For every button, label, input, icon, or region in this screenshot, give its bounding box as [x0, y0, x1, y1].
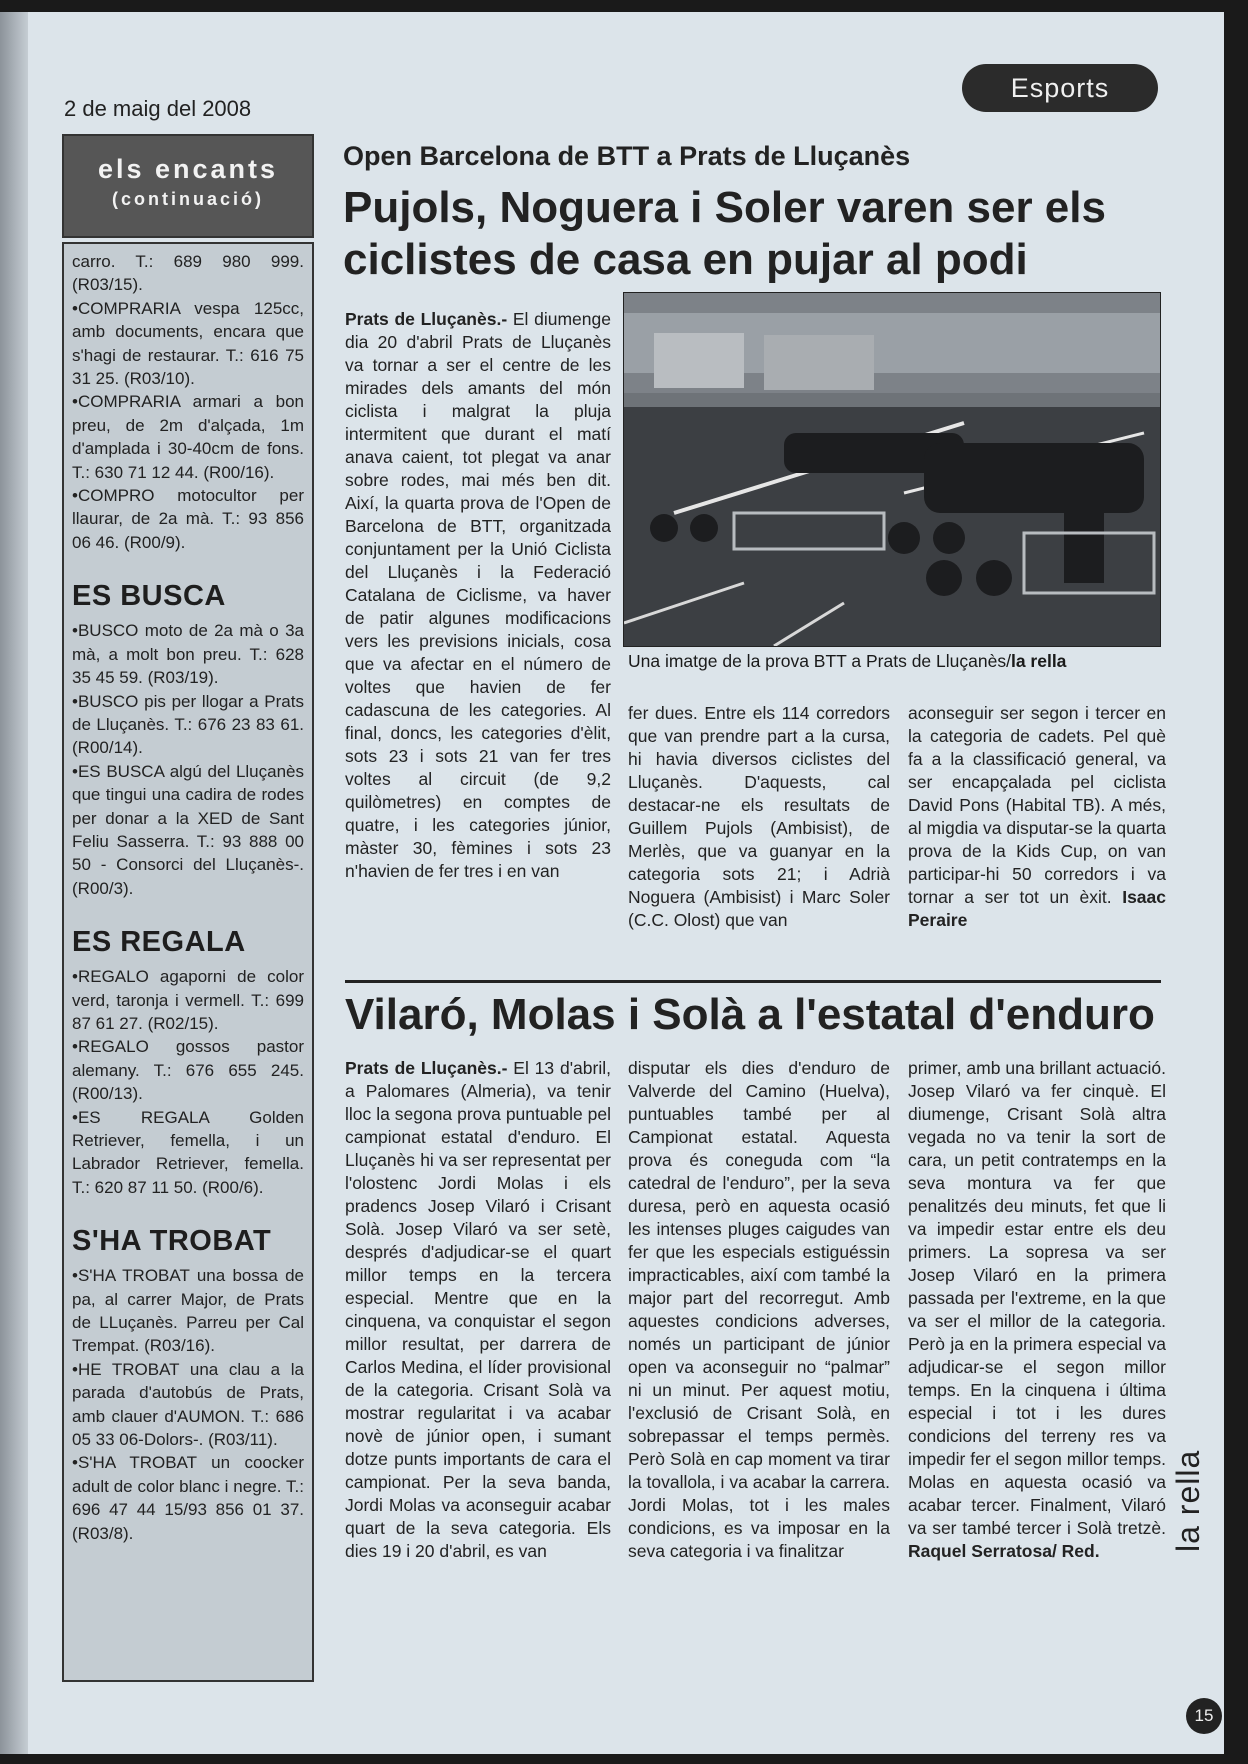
newspaper-page [28, 12, 1224, 1754]
article2-text-1: El 13 d'abril, a Palomares (Almeria), va tenir lloc la segona prova puntuable pel campionat estatal d'enduro. El Lluçanès hi va ser representat per l'olostenc Jordi Molas i els pradencs Josep Vilaró i Crisant Solà. Josep Vilaró va ser setè, després d'adjudicar-se el quart millor temps en la tercera especial. Mentre que en la cinquena, va conquistar el segon millor resultat, per darrera de Carlos Medina, el líder provisional de la categoria. Crisant Solà va mostrar regularitat i va acabar novè de júnior open, i sumant dotze punts importants de cara el campionat. Per la seva banda, Jordi Molas va aconseguir acabar quart de la seva categoria. Els dies 19 i 20 d'abril, es van [345, 1058, 611, 1561]
article1-column-3 [908, 702, 1166, 932]
classified-item: •HE TROBAT una clau a la parada d'autobús de Prats, amb clauer d'AUMON. T.: 686 05 33 06-Dolors-. (R03/11). [72, 1359, 304, 1450]
article1-signature: Isaac Peraire [908, 887, 1166, 930]
classifieds-column [62, 242, 314, 1682]
article2-headline: Vilaró, Molas i Solà a l'estatal d'enduro [345, 990, 1155, 1039]
page-number: 15 [1186, 1698, 1222, 1734]
photo-caption [628, 651, 1066, 672]
article2-column-3 [908, 1057, 1166, 1563]
article1-column-2: fer dues. Entre els 114 corredors que van prendre part a la cursa, hi havia diversos ciclistes del Lluçanès. D'aquests, cal destacar-ne els resultats de Guillem Pujols (Ambisist), de Merlès, que va guanyar en la categoria sots 21; i Adrià Noguera (Ambisist) i Marc Soler (C.C. Olost) que van [628, 703, 890, 930]
classified-item: •BUSCO moto de 2a mà o 3a mà, a molt bon preu. T.: 628 35 45 59. (R03/19). [72, 621, 304, 688]
classified-item: •REGALO agaporni de color verd, taronja i vermell. T.: 699 87 61 27. (R02/15). [72, 967, 304, 1033]
article-divider [345, 980, 1161, 983]
classified-item: •S'HA TROBAT un coocker adult de color blanc i negre. T.: 696 47 44 15/93 856 01 37. (R03/8). [72, 1453, 304, 1543]
classifieds-subtitle: (continuació) [112, 189, 264, 209]
classifieds-header [62, 134, 314, 238]
regala-heading: ES REGALA [72, 926, 246, 959]
article2-column-1 [345, 1057, 611, 1563]
busca-heading: ES BUSCA [72, 580, 226, 613]
classified-item: •REGALO gossos pastor alemany. T.: 676 655 245. (R00/13). [72, 1037, 304, 1104]
race-photo-illustration [624, 293, 1160, 646]
article1-kicker: Open Barcelona de BTT a Prats de Lluçanès [343, 141, 911, 171]
article1-dateline: Prats de Lluçanès.- [345, 309, 508, 329]
trobat-heading: S'HA TROBAT [72, 1225, 272, 1258]
classified-item: •S'HA TROBAT una bossa de pa, al carrer Major, de Prats de LLuçanès. Parreu per Cal Trempat. (R03/16). [72, 1266, 304, 1356]
trobat-list [72, 1264, 304, 1545]
article1-text-3: aconseguir ser segon i tercer en la categoria de cadets. Pel què fa a la classificació general, va ser encapçalada pel ciclista David Pons (Habital TB). A més, al migdia va disputar-se la quarta prova de la Kids Cup, on van participar-hi 50 corredors i va tornar a ser tot un èxit. [908, 703, 1166, 907]
classified-item: •ES BUSCA algú del Lluçanès que tingui una cadira de rodes per donar a la XED de Sant Feliu Sasserra. T.: 93 888 00 50 - Consorci del Lluçanès-. (R00/3). [72, 761, 304, 898]
publication-name: la rella [1170, 1449, 1206, 1552]
classified-item: •COMPRARIA armari a bon preu, de 2m d'alçada, 1m d'amplada i 30-40cm de fons. T.: 630 71 12 44. (R00/16). [72, 392, 304, 482]
classifieds-intro-list [72, 250, 304, 554]
regala-list [72, 965, 304, 1199]
article1-column-1 [345, 308, 611, 883]
article2-column-2: disputar els dies d'enduro de Valverde del Camino (Huelva), puntuables també per al Campionat estatal. Aquesta prova és coneguda com “la catedral de l'enduro”, per la seva duresa, però en aquesta ocasió les intenses pluges caigudes van fer que les especials estiguéssin impracticables, així com també la major part del recorregut. Amb aquestes condicions adverses, només un participant de júnior open va aconseguir no “palmar” ni un minut. Per aquest motiu, l'exclusió de Crisant Solà, en sobrepassar el temps permès. Però Solà en cap moment va tirar la tovallola, i va acabar la carrera. Jordi Molas, tot i les males condicions, es va imposar en la seva categoria i va finalitzar [628, 1058, 890, 1561]
classified-item: •COMPRO motocultor per llaurar, de 2a mà. T.: 93 856 06 46. (R00/9). [72, 486, 304, 552]
classified-item: •COMPRARIA vespa 125cc, amb documents, encara que s'hagi de restaurar. T.: 616 75 31 25. (R03/10). [72, 298, 304, 389]
page-spine-shadow [0, 12, 30, 1754]
issue-date: 2 de maig del 2008 [64, 96, 252, 121]
classified-item: •BUSCO pis per llogar a Prats de Lluçanès. T.: 676 23 83 61. (R00/14). [72, 691, 304, 758]
photo-caption-text: Una imatge de la prova BTT a Prats de Lluçanès/ [628, 651, 1011, 671]
section-badge: Esports [962, 64, 1158, 112]
article1-text-1: El diumenge dia 20 d'abril Prats de Lluçanès va tornar a ser el centre de les mirades dels amants del món ciclista i malgrat la pluja intermitent que durant el matí anava caient, tot plegat va anar sobre rodes, mai més ben dit. Així, la quarta prova de l'Open de Barcelona de BTT, organitzada conjuntament per la Unió Ciclista del Lluçanès i la Federació Catalana de Ciclisme, va haver de patir algunes modificacions vers les previsions inicials, cosa que va afectar en el número de voltes que havien de fer cadascuna de les categories. Al final, doncs, les categories d'èlit, sots 23 i sots 21 van fer tres voltes al circuit (de 9,2 quilòmetres) en comptes de quatre, i les categories júnior, màster 30, fèmines i sots 23 n'havien de fer tres i en van [345, 309, 611, 881]
classified-item: •ES REGALA Golden Retriever, femella, i un Labrador Retriever, femella. T.: 620 87 11 50. (R00/6). [72, 1107, 304, 1197]
classified-item: carro. T.: 689 980 999. (R03/15). [72, 252, 304, 295]
classifieds-title: els encants [97, 154, 279, 184]
race-photo [623, 292, 1161, 647]
photo-credit: la rella [1010, 651, 1067, 671]
article1-headline: Pujols, Noguera i Soler varen ser els ciclistes de casa en pujar al podi [343, 183, 1106, 284]
article2-signature: Raquel Serratosa/ Red. [908, 1541, 1100, 1561]
article2-dateline: Prats de Lluçanès.- [345, 1058, 508, 1078]
article2-text-3: primer, amb una brillant actuació. Josep Vilaró va fer cinquè. El diumenge, Crisant Solà altra vegada no va tenir la sort de cara, un petit contratemps en la seva montura va fer que penalitzés deu minuts, fet que li va impedir estar entre els deu primers. La sopresa va ser Josep Vilaró en la primera passada per l'extreme, en la que va ser el millor de la categoria. Però ja en la primera especial va adjudicar-se el segon millor temps. En la cinquena i última especial i tot i les dures condicions del terreny res va impedir fer el segon millor temps. Molas en aquesta ocasió va acabar tercer. Finalment, Vilaró va ser també tercer i Solà tretzè. [908, 1058, 1166, 1538]
busca-list [72, 619, 304, 900]
